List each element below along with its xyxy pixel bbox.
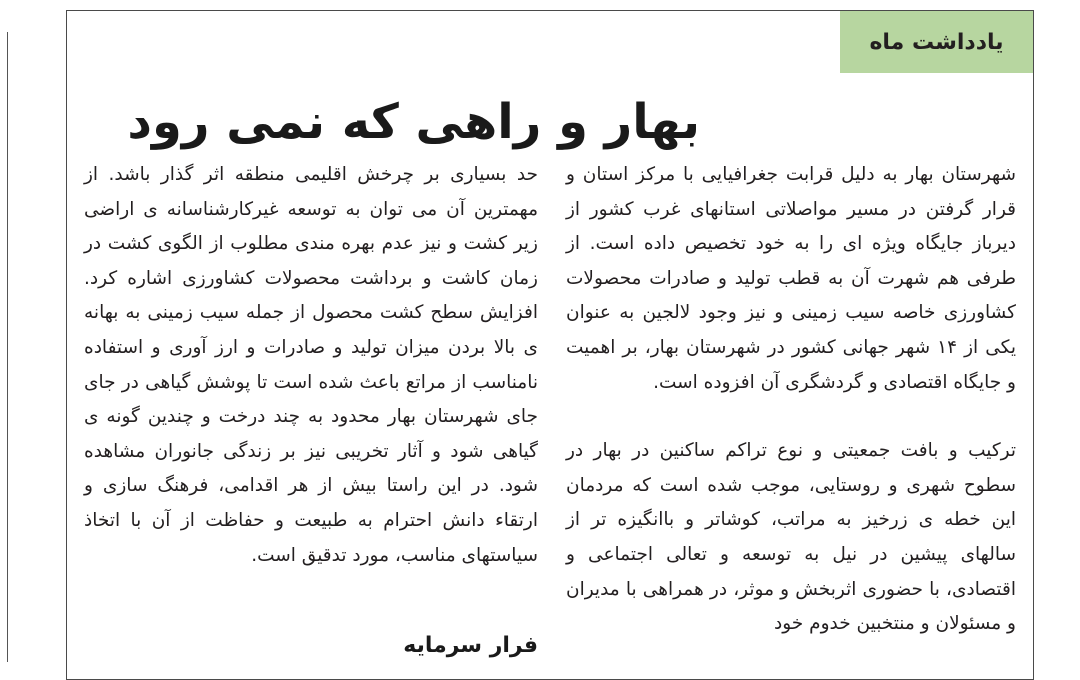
left-column-rule: [7, 32, 8, 662]
article-column-left: [84, 158, 538, 573]
article-headline: بهار و راهی که نمی رود: [127, 94, 700, 151]
article-paragraph: ترکیب و بافت جمعیتی و نوع تراکم ساکنین در بهار در سطوح شهری و روستایی، موجب شده است که مردمان این خطه ی زرخیز به مراتب، کوشاتر و باانگیزه تر از سالهای پیشین در نیل به توسعه و تعالی اجتماعی و اقتصادی، با حضوری اثربخش و موثر، در همراهی با مدیران و مسئولان و منتخبین خدوم خود: [566, 440, 1016, 635]
article-paragraph: حد بسیاری بر چرخش اقلیمی منطقه اثر گذار باشد. از مهمترین آن می توان به توسعه غیرکارشناسانه ی اراضی زیر کشت و نیز عدم بهره مندی مطلوب از الگوی کشت در زمان کاشت و برداشت محصولات کشاورزی اشاره کرد. افزایش سطح کشت محصول از جمله سیب زمینی به بهانه ی بالا بردن میزان تولید و صادرات و ارز آوری و استفاده نامناسب از مراتع باعث شده است تا پوشش گیاهی در جای جای شهرستان بهار محدود به چند درخت و چندین گونه ی گیاهی شود و آثار تخریبی نیز بر زندگی جانوران مشاهده شود. در این راستا بیش از هر اقدامی، فرهنگ سازی و ارتقاء دانش احترام به طبیعت و حفاظت از آن با اتخاذ سیاستهای مناسب، مورد تدقیق است.: [84, 164, 538, 566]
article-paragraph: شهرستان بهار به دلیل قرابت جغرافیایی با مرکز استان و قرار گرفتن در مسیر مواصلاتی استانهای غرب کشور از دیرباز جایگاه ویژه ای را به خود تخصیص داده است. از طرفی هم شهرت آن به قطب تولید و صادرات محصولات کشاورزی خاصه سیب زمینی و نیز وجود لالجین به عنوان یکی از ۱۴ شهر جهانی کشور در شهرستان بهار، بر اهمیت و جایگاه اقتصادی و گردشگری آن افزوده است.: [566, 164, 1016, 393]
section-tag-box: [840, 11, 1033, 73]
article-subheading: فرار سرمایه: [403, 633, 538, 658]
article-column-right: [566, 158, 1016, 642]
section-tag: یادداشت ماه: [869, 29, 1004, 55]
